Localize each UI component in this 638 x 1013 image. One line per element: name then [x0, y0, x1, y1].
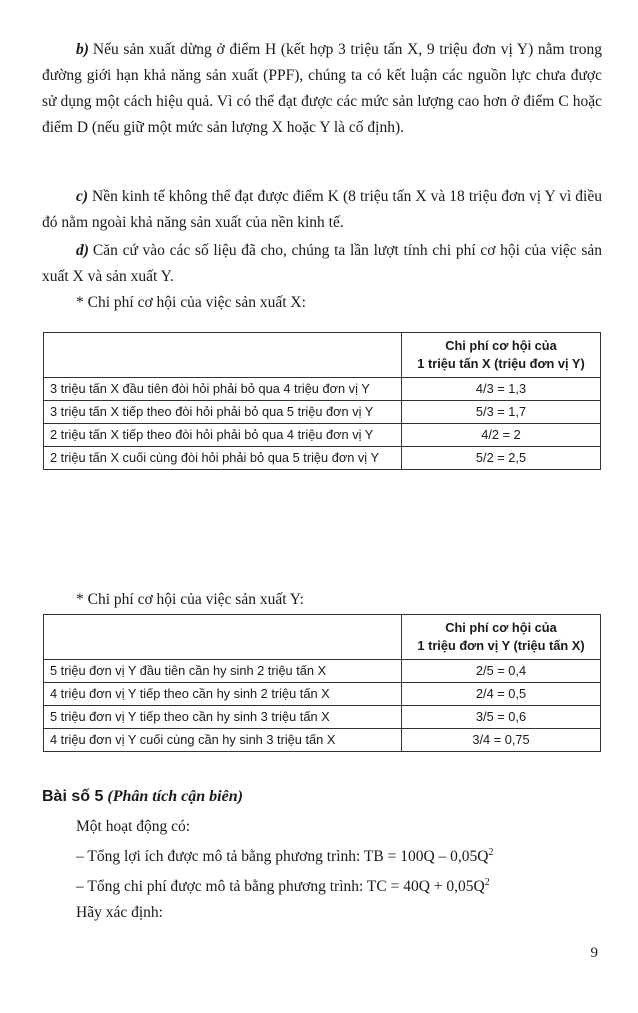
- section-title: Bài số 5: [42, 788, 104, 805]
- exponent: 2: [484, 877, 490, 889]
- total-benefit-line: [76, 840, 602, 870]
- paragraph-b-text: Nếu sản xuất dừng ở điểm H (kết hợp 3 triệu tấn X, 9 triệu đơn vị Y) nằm trong đường giới hạn khả năng sản xuất (PPF), chúng ta có kết luận các nguồn lực chưa được sử dụng một cách hiệu quả. Vì có thể đạt được các mức sản lượng cao hơn ở điểm C hoặc điểm D (nếu giữ một mức sản lượng X hoặc Y là cố định).: [42, 41, 602, 136]
- opportunity-cost-y-table: [43, 614, 601, 752]
- row-value: 2/5 = 0,4: [402, 660, 601, 683]
- section-heading: [42, 788, 243, 806]
- total-benefit-equation: – Tổng lợi ích được mô tả bằng phương trình: TB = 100Q – 0,05Q: [76, 848, 489, 866]
- row-description: 3 triệu tấn X tiếp theo đòi hỏi phải bỏ qua 5 triệu đơn vị Y: [44, 401, 402, 424]
- exercise-body: [76, 814, 602, 926]
- paragraph-c-label: c): [76, 188, 89, 205]
- exercise-intro: Một hoạt động có:: [76, 818, 191, 835]
- row-description: 4 triệu đơn vị Y cuối cùng cần hy sinh 3 triệu tấn X: [44, 729, 402, 752]
- table-row: [44, 706, 601, 729]
- table-header-cell: [402, 333, 601, 378]
- paragraph-d-text: Căn cứ vào các số liệu đã cho, chúng ta lần lượt tính chi phí cơ hội của việc sản xuất X và sản xuất Y.: [42, 242, 602, 285]
- row-description: 3 triệu tấn X đầu tiên đòi hỏi phải bỏ qua 4 triệu đơn vị Y: [44, 378, 402, 401]
- table-y-caption: * Chi phí cơ hội của việc sản xuất Y:: [76, 591, 304, 608]
- row-value: 2/4 = 0,5: [402, 683, 601, 706]
- exercise-closing: Hãy xác định:: [76, 904, 163, 922]
- table-row: [44, 378, 601, 401]
- row-description: 5 triệu đơn vị Y tiếp theo cần hy sinh 3 triệu tấn X: [44, 706, 402, 729]
- row-value: 4/2 = 2: [402, 424, 601, 447]
- header-line-2: 1 triệu đơn vị Y (triệu tấn X): [417, 638, 585, 653]
- table-row: [44, 683, 601, 706]
- table-row: [44, 424, 601, 447]
- table-header-blank: [44, 615, 402, 660]
- table-x-caption: * Chi phí cơ hội của việc sản xuất X:: [76, 294, 306, 311]
- paragraph-b-label: b): [76, 41, 89, 58]
- row-value: 4/3 = 1,3: [402, 378, 601, 401]
- paragraph-c-text: Nền kinh tế không thể đạt được điểm K (8 triệu tấn X và 18 triệu đơn vị Y vì điều đó nằm ngoài khả năng sản xuất của nền kinh tế.: [42, 188, 602, 231]
- paragraph-d: [42, 238, 602, 290]
- row-value: 5/3 = 1,7: [402, 401, 601, 424]
- row-description: 2 triệu tấn X cuối cùng đòi hỏi phải bỏ qua 5 triệu đơn vị Y: [44, 447, 402, 470]
- row-description: 4 triệu đơn vị Y tiếp theo cần hy sinh 2 triệu tấn X: [44, 683, 402, 706]
- header-line-1: Chi phí cơ hội của: [445, 338, 557, 353]
- opportunity-cost-x-table: [43, 332, 601, 470]
- row-value: 5/2 = 2,5: [402, 447, 601, 470]
- header-line-1: Chi phí cơ hội của: [445, 620, 557, 635]
- paragraph-b: [42, 37, 602, 141]
- section-subtitle: (Phân tích cận biên): [107, 788, 243, 805]
- total-cost-equation: – Tổng chi phí được mô tả bằng phương trình: TC = 40Q + 0,05Q: [76, 878, 485, 896]
- page-number: 9: [590, 945, 598, 961]
- row-description: 2 triệu tấn X tiếp theo đòi hỏi phải bỏ qua 4 triệu đơn vị Y: [44, 424, 402, 447]
- table-header-cell: [402, 615, 601, 660]
- row-value: 3/4 = 0,75: [402, 729, 601, 752]
- paragraph-c: [42, 184, 602, 236]
- total-cost-line: [76, 870, 602, 900]
- paragraph-d-label: d): [76, 242, 89, 259]
- table-row: [44, 729, 601, 752]
- row-description: 5 triệu đơn vị Y đầu tiên cần hy sinh 2 triệu tấn X: [44, 660, 402, 683]
- table-header-row: [44, 333, 601, 378]
- table-header-row: [44, 615, 601, 660]
- table-row: [44, 401, 601, 424]
- row-value: 3/5 = 0,6: [402, 706, 601, 729]
- table-row: [44, 447, 601, 470]
- exponent: 2: [488, 847, 494, 858]
- table-header-blank: [44, 333, 402, 378]
- header-line-2: 1 triệu tấn X (triệu đơn vị Y): [417, 356, 585, 371]
- table-row: [44, 660, 601, 683]
